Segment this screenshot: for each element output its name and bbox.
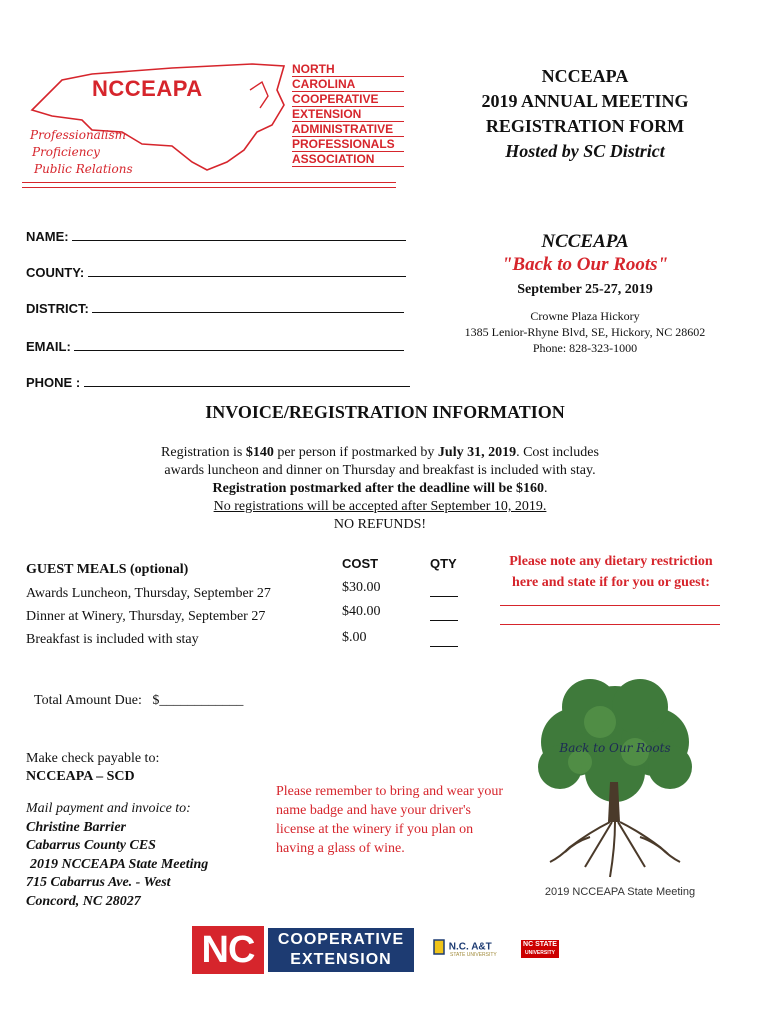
logo-name: NCCEAPA [92,76,203,101]
phone-field[interactable]: PHONE : [26,374,410,390]
qty-header: QTY [430,556,457,571]
name-field[interactable]: NAME: [26,228,406,244]
event-info: NCCEAPA "Back to Our Roots" September 25-27, 2019 Crowne Plaza Hickory 1385 Lenior-Rhyne Blvd, SE, Hickory, NC 28602 Phone: 828-323-1000 [455,230,715,356]
county-field[interactable]: COUNTY: [26,264,406,280]
mail-address: Mail payment and invoice to: Christine Barrier Cabarrus County CES 2019 NCCEAPA State Meeting 715 Cabarrus Ave. - West Concord, NC 28027 [26,801,209,909]
meal-qty-field[interactable] [430,584,458,602]
ncstate-logo: NC STATE UNIVERSITY [521,940,559,958]
tree-text: Back to Our Roots [559,741,671,755]
meal-label: Breakfast is included with stay [26,632,199,647]
dietary-line[interactable] [500,605,720,606]
meal-qty-field[interactable] [430,608,458,626]
hosted-by: Hosted by SC District [505,141,665,161]
meal-cost: $30.00 [342,580,381,595]
guest-meals-heading: GUEST MEALS (optional) [26,562,189,577]
reminder-note: Please remember to bring and wear your name badge and have your driver's license at the winery if you plan on having a glass of wine. [276,784,504,856]
payable-to: Make check payable to: NCCEAPA – SCD [26,751,160,784]
invoice-title: INVOICE/REGISTRATION INFORMATION [205,402,565,422]
logo-divider [22,187,396,188]
meal-label: Dinner at Winery, Thursday, September 27 [26,609,266,624]
district-field[interactable]: DISTRICT: [26,300,404,316]
logo-association-text: NORTH CAROLINA COOPERATIVE EXTENSION ADMINISTRATIVE PROFESSIONALS ASSOCIATION [292,62,404,167]
nc-cooperative-extension-logo: NC COOPERATIVE EXTENSION [192,926,416,974]
meal-qty-field[interactable] [430,634,458,652]
logo-motto: Professionalism Proficiency Public Relations [30,128,133,176]
ncceapa-logo [22,60,402,195]
dietary-note: Please note any dietary restriction here and state if for you or guest: [509,554,713,590]
email-field[interactable]: EMAIL: [26,338,404,354]
ncat-logo: N.C. A&T STATE UNIVERSITY [432,938,497,958]
meal-label: Awards Luncheon, Thursday, September 27 [26,586,271,601]
meal-cost: $.00 [342,630,367,645]
tree-caption: 2019 NCCEAPA State Meeting [544,886,696,898]
event-address: Crowne Plaza Hickory 1385 Lenior-Rhyne Blvd, SE, Hickory, NC 28602 Phone: 828-323-1000 [464,309,706,355]
event-dates: September 25-27, 2019 [517,282,653,297]
aggie-icon [432,938,446,956]
dietary-line[interactable] [500,624,720,625]
cost-header: COST [342,556,379,571]
event-theme: "Back to Our Roots" [501,254,669,275]
meal-cost: $40.00 [342,604,381,619]
registration-info: Registration is $140 per person if postmarked by July 31, 2019. Cost includes awards luncheon and dinner on Thursday and breakfast is included with stay. Registration postmarked after the deadline will be $160. No registrations will be accepted after September 10, 2019. NO REFUNDS! [161,445,599,532]
form-title: NCCEAPA 2019 ANNUAL MEETING REGISTRATION FORM Hosted by SC District [455,64,715,164]
logo-divider [22,182,396,183]
total-amount[interactable]: Total Amount Due: $____________ [34,693,244,708]
tree-icon [530,672,700,884]
